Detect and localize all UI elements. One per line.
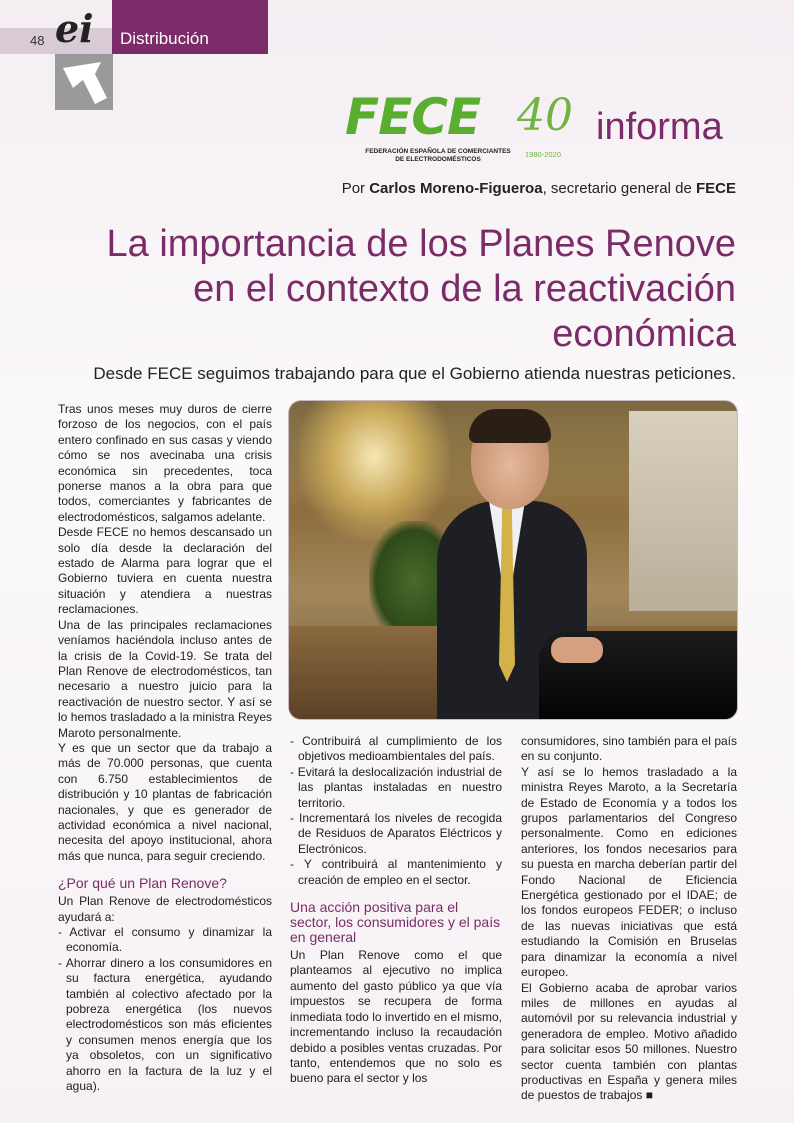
section-label: Distribución (120, 29, 209, 48)
section-tab (112, 0, 268, 54)
paragraph: Un Plan Renove como el que planteamos al ejecutivo no implica aumento del gasto público ya que vía impuestos se recupera de forma inmediata todo lo invertido en el mismo, incrementando incluso la recaudación debido a posibles ventas cruzadas. Por tanto, entendemos que no solo es bueno para el sector y los (290, 948, 502, 1086)
paragraph: Una de las principales reclamaciones veníamos haciéndola incluso antes de la crisis de la Covid-19. Se trata del Plan Renove de electrodomésticos, tan necesario a nuestro juicio para la reactivación de nuestro sector. Y así se lo hemos trasladado a la ministra Reyes Maroto personalmente. (58, 617, 272, 740)
page-number: 48 (30, 33, 45, 48)
byline (342, 180, 736, 197)
article-title (76, 222, 736, 357)
column-1 (58, 402, 272, 1094)
article-subtitle: Desde FECE seguimos trabajando para que el Gobierno atienda nuestras peticiones. (93, 364, 736, 383)
bullet-item: - Contribuirá al cumplimiento de los objetivos medioambientales del país. (290, 734, 502, 764)
photo-window (629, 411, 737, 611)
bullet-item: - Incrementará los niveles de recogida de Residuos de Aparatos Eléctricos y Electrónicos. (290, 811, 502, 856)
title-line-1: La importancia de los Planes Renove (106, 223, 736, 265)
fece-wordmark: FECE (345, 88, 481, 146)
anniversary-number: 40 (517, 90, 573, 141)
paragraph: Tras unos meses muy duros de cierre forzoso de los negocios, con el país entero confinado en sus casas y viendo cómo se nos avecinaba una crisis económica sin precedentes, toca ponerse manos a la obra para que todos, comerciantes y fabricantes de electrodomésticos, salgamos adelante. (58, 402, 272, 524)
bullet-item: - Ahorrar dinero a los consumidores en su factura energética, ayudando también al colectivo afectado por la pobreza energética (los nuevos electrodomésticos son más eficientes y consumen menos energía que los ya obsoletos, con un significativo ahorro en la factura de la luz y el agua). (58, 955, 272, 1094)
paragraph: El Gobierno acaba de aprobar varios miles de millones en ayudas al automóvil por su relevancia industrial y generadora de empleo. Motivo añadido para solicitar esos 50 millones. Nuestro sector cuenta también con plantas productivas en España y genera miles de puestos de trabajos ■ (521, 980, 737, 1103)
paragraph: consumidores, sino también para el país en su conjunto. (521, 734, 737, 764)
paragraph: Y es que un sector que da trabajo a más de 70.000 personas, que cuenta con 6.750 establecimientos de distribución y 10 plantas de fabricación nacionales, y que es generador de actividad económica a nivel nacional, necesita del apoyo institucional, ahora más que nunca, para seguir creciendo. (58, 740, 272, 863)
byline-middle: , secretario general de (542, 180, 696, 197)
author-photo (289, 401, 737, 719)
byline-org: FECE (695, 180, 736, 197)
photo-hand (551, 637, 603, 663)
paragraph: Y así se lo hemos trasladado a la ministra Reyes Maroto, a la Secretaría de Estado de Economía y a todos los grupos parlamentarios del Congreso personalmente. Como en ediciones anteriores, los fondos necesarios para su puesta en marcha deberían partir del Fondo Nacional de Eficiencia Energética gestionado por el IDAE; de los fondos europeos FEDER; o incluso de las nuevas iniciativas que está estudiando la Comisión en Bruselas para dinamizar la economía a nivel europeo. (521, 764, 737, 980)
paragraph: Desde FECE no hemos descansado un solo día desde la declaración del estado de Alarma para lograr que el Gobierno tuviera en cuenta nuestra situación y atendiera a nuestras reclamaciones. (58, 525, 272, 617)
arrow-icon (55, 54, 113, 110)
section-heading: ¿Por qué un Plan Renove? (58, 875, 227, 892)
column-3 (521, 734, 737, 1104)
title-line-3: económica (552, 313, 736, 355)
column-2 (290, 734, 502, 1087)
informa-label: informa (596, 106, 723, 148)
section-heading: Una acción positiva para el sector, los consumidores y el país en general (290, 899, 501, 946)
fece-full-name: FEDERACIÓN ESPAÑOLA DE COMERCIANTES DE ELECTRODOMÉSTICOS (365, 148, 511, 164)
anniversary-years: 1980-2020 (525, 150, 561, 159)
photo-chandelier (299, 401, 449, 541)
byline-author: Carlos Moreno-Figueroa (369, 180, 543, 197)
bullet-item: - Evitará la deslocalización industrial de las plantas instaladas en nuestro territorio. (290, 764, 502, 810)
title-line-2: en el contexto de la reactivación (193, 268, 736, 310)
bullet-item: - Activar el consumo y dinamizar la economía. (58, 925, 272, 955)
magazine-logo: ei (55, 6, 94, 51)
photo-hair (469, 409, 551, 443)
bullet-item: - Y contribuirá al mantenimiento y creación de empleo en el sector. (290, 857, 502, 887)
paragraph: Un Plan Renove de electrodomésticos ayudará a: (58, 894, 272, 924)
byline-prefix: Por (341, 180, 370, 197)
fece-logo (345, 88, 585, 172)
